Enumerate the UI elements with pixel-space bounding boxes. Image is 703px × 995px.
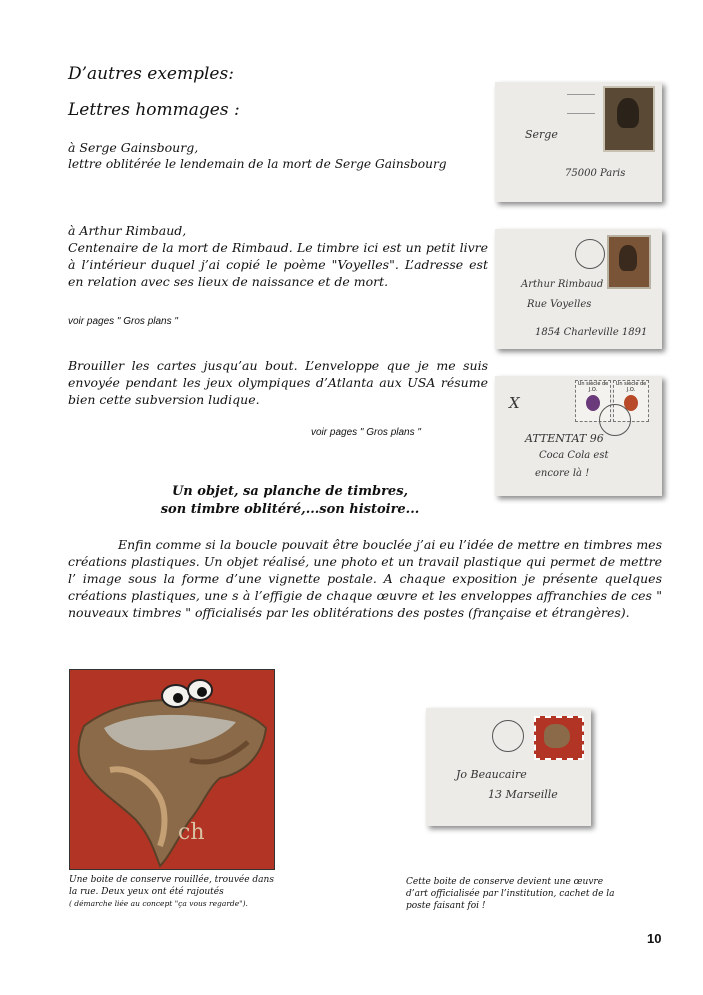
page-number: 10	[647, 931, 662, 946]
cancel-lines	[567, 94, 595, 114]
rimbaud-line1: à Arthur Rimbaud,	[68, 223, 187, 238]
postmark	[575, 239, 605, 269]
address-line1: Serge	[525, 128, 558, 141]
artwork-image	[69, 669, 275, 870]
caption-right: Cette boite de conserve devient une œuvre d’art officialisée par l’institution, cachet de la poste faisant foi !	[406, 877, 615, 911]
caption-left	[69, 874, 279, 910]
stamp-2: Un siècle de J.O.	[613, 380, 649, 422]
artwork-label: ch	[178, 820, 205, 845]
gainsbourg-envelope	[495, 82, 662, 202]
address-line2: Coca Cola est	[539, 450, 609, 461]
address-line2: 75000 Paris	[565, 168, 626, 179]
page-heading: D’autres exemples:	[68, 64, 234, 84]
portrait-stamp	[603, 86, 655, 152]
address-line3: 1854 Charleville 1891	[535, 327, 648, 338]
address-line1: Jo Beaucaire	[456, 768, 527, 781]
atlanta-paragraph: Brouiller les cartes jusqu’au bout. L’enveloppe que je me suis envoyée pendant les jeux olympiques d’Atlanta aux USA résume bien cette subversion ludique.	[68, 358, 488, 407]
address-line1: ATTENTAT 96	[525, 432, 604, 445]
section-title-line2: son timbre oblitéré,...son histoire...	[160, 502, 420, 517]
section-title-line1: Un objet, sa planche de timbres,	[171, 484, 409, 499]
address-line2: 13 Marseille	[488, 788, 558, 801]
caption-left-note: ( démarche liée au concept "ça vous regarde").	[69, 899, 248, 908]
body-paragraph: Enfin comme si la boucle pouvait être bouclée j’ai eu l’idée de mettre en timbres mes créations plastiques. Un objet réalisé, une photo et un travail plastique qui permet de mettre l’ image sous la forme d’une vignette postale. A chaque exposition je présente quelques créations plastiques, une s à l’effigie de chaque œuvre et les enveloppes affranchies de ces " nouveaux timbres " officialisés par les oblitérations des postes (française et étrangères).	[68, 537, 662, 620]
rimbaud-paragraph: Centenaire de la mort de Rimbaud. Le timbre ici est un petit livre à l’intérieur duquel j’ai copié le poème "Voyelles". L’adresse est en relation avec ses lieux de naissance et de mort.	[68, 240, 488, 289]
subheading: Lettres hommages :	[68, 100, 240, 120]
gainsbourg-line2: lettre oblitérée le lendemain de la mort de Serge Gainsbourg	[68, 157, 447, 171]
artwork-stamp	[534, 716, 584, 760]
atlanta-envelope	[495, 376, 662, 496]
rimbaud-envelope	[495, 229, 662, 349]
address-line3: encore là !	[535, 468, 590, 479]
gainsbourg-line1: à Serge Gainsbourg,	[68, 140, 199, 155]
boite-envelope	[426, 708, 591, 826]
caption-left-text: Une boite de conserve rouillée, trouvée dans la rue. Deux yeux ont été rajoutés	[69, 875, 274, 897]
address-line2: Rue Voyelles	[527, 299, 592, 310]
book-stamp	[607, 235, 651, 289]
section-title	[130, 483, 450, 519]
address-line1: Arthur Rimbaud	[521, 279, 604, 290]
atlanta-voir-link[interactable]: voir pages " Gros plans "	[311, 427, 421, 438]
stamp-1: Un siècle de J.O.	[575, 380, 611, 422]
cross-mark: X	[509, 394, 520, 412]
rimbaud-voir-link[interactable]: voir pages " Gros plans "	[68, 316, 178, 327]
postmark	[492, 720, 524, 752]
rusted-can-illustration	[70, 670, 274, 869]
